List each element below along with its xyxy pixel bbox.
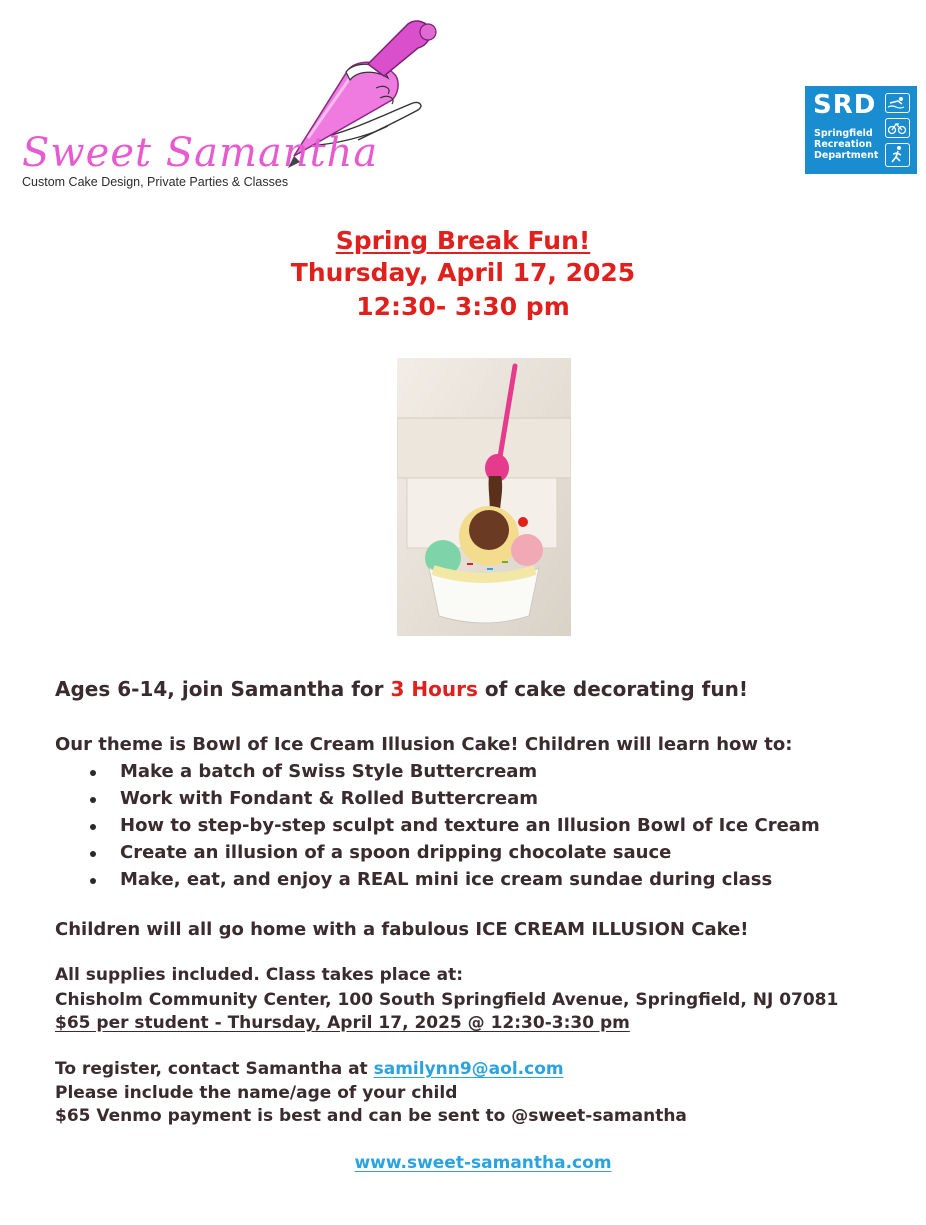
logo-script-text: Sweet Samantha — [22, 130, 379, 176]
srd-department-name — [814, 128, 884, 161]
register-text: To register, contact Samantha at — [55, 1059, 374, 1079]
ages-line — [55, 677, 748, 701]
srd-title: SRD — [813, 90, 877, 120]
srd-name-line: Department — [814, 150, 879, 161]
venmo-line: $65 Venmo payment is best and can be sent to @sweet-samantha — [55, 1106, 687, 1126]
list-item: Create an illusion of a spoon dripping chocolate sauce — [88, 841, 820, 868]
theme-line: Our theme is Bowl of Ice Cream Illusion Cake! Children will learn how to: — [55, 734, 793, 755]
register-line — [55, 1059, 564, 1079]
event-time: 12:30- 3:30 pm — [356, 292, 570, 321]
go-home-line: Children will all go home with a fabulous ICE CREAM ILLUSION Cake! — [55, 919, 749, 940]
ice-cream-cake-photo — [397, 358, 571, 636]
ages-text-pre: Ages 6-14, join Samantha for — [55, 677, 391, 701]
ages-text-post: of cake decorating fun! — [477, 677, 748, 701]
supplies-line: All supplies included. Class takes place at: — [55, 965, 464, 985]
website-link[interactable]: www.sweet-samantha.com — [354, 1153, 612, 1173]
include-line: Please include the name/age of your child — [55, 1083, 458, 1103]
bicycle-icon — [885, 118, 910, 138]
website-line — [0, 1153, 926, 1173]
srd-badge — [805, 86, 917, 174]
skills-list — [88, 760, 820, 895]
event-name: Spring Break Fun! — [335, 226, 591, 255]
swimmer-icon — [885, 93, 910, 113]
list-item: Work with Fondant & Rolled Buttercream — [88, 787, 820, 814]
price-line: $65 per student - Thursday, April 17, 2025 @ 12:30-3:30 pm — [55, 1013, 630, 1033]
logo-tagline: Custom Cake Design, Private Parties & Classes — [22, 175, 289, 189]
ages-highlight: 3 Hours — [390, 677, 478, 701]
event-date: Thursday, April 17, 2025 — [290, 258, 636, 287]
srd-name-line: Springfield — [814, 128, 873, 139]
runner-icon — [885, 143, 910, 167]
srd-name-line: Recreation — [814, 139, 873, 150]
list-item: Make a batch of Swiss Style Buttercream — [88, 760, 820, 787]
list-item: How to step-by-step sculpt and texture an Illusion Bowl of Ice Cream — [88, 814, 820, 841]
list-item: Make, eat, and enjoy a REAL mini ice cream sundae during class — [88, 868, 820, 895]
sweet-samantha-logo — [18, 18, 448, 193]
email-link[interactable]: samilynn9@aol.com — [373, 1059, 564, 1079]
location-line: Chisholm Community Center, 100 South Springfield Avenue, Springfield, NJ 07081 — [55, 990, 839, 1010]
